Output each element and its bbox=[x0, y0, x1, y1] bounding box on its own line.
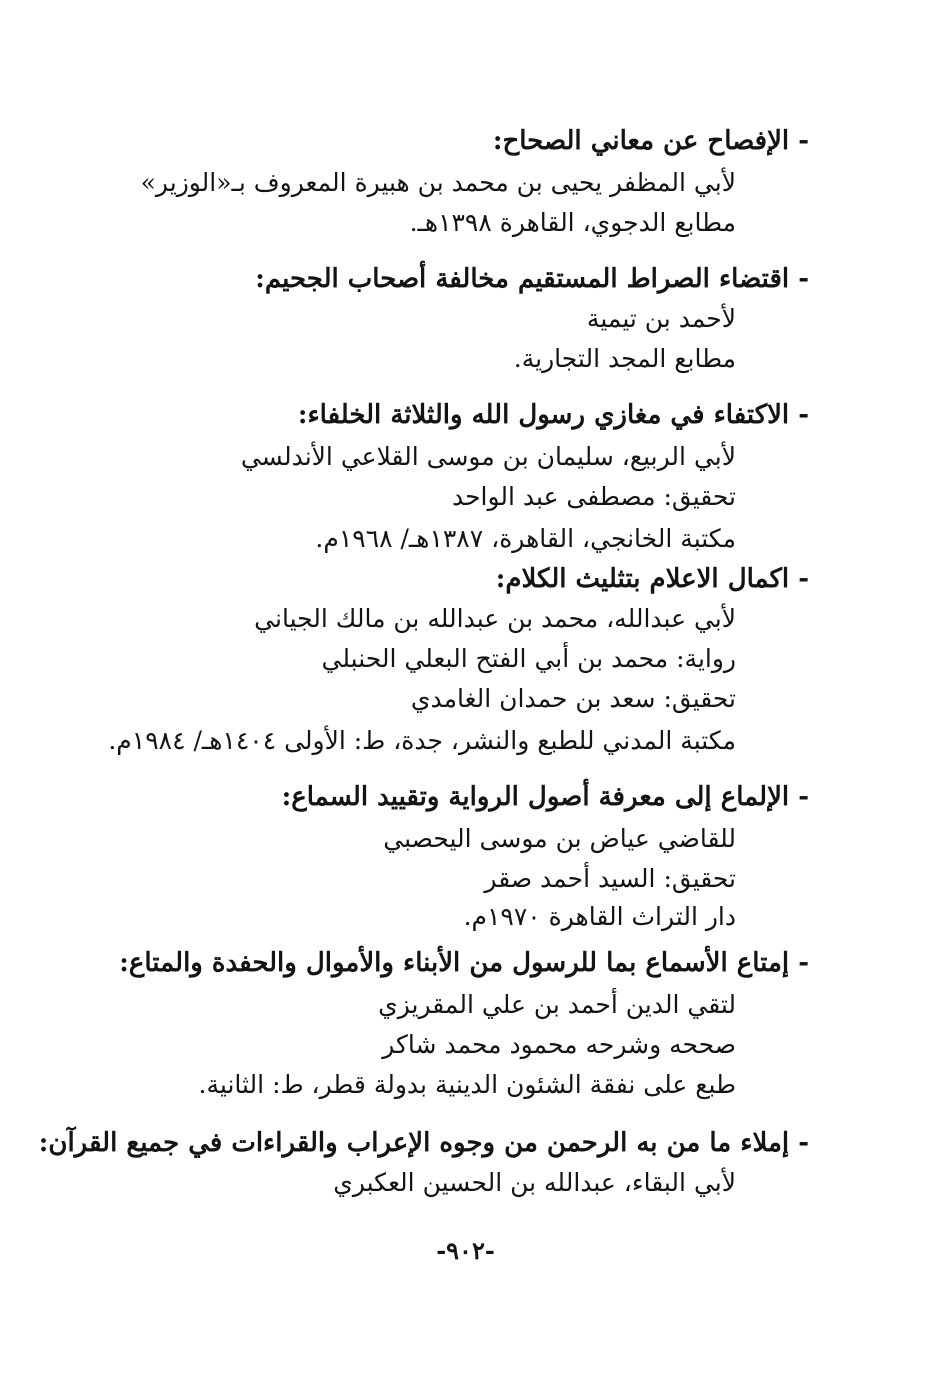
entry-line: تحقيق: السيد أحمد صقر bbox=[484, 864, 736, 893]
entry-title: - إمتاع الأسماع بما للرسول من الأبناء والأموال والحفدة والمتاع: bbox=[119, 948, 809, 978]
entry-title: - الإلماع إلى معرفة أصول الرواية وتقييد السماع: bbox=[281, 782, 809, 812]
entry-title: - الاكتفاء في مغازي رسول الله والثلاثة الخلفاء: bbox=[297, 400, 809, 430]
entry-line: لأبي الربيع، سليمان بن موسى القلاعي الأندلسي bbox=[240, 442, 736, 471]
entry-line: دار التراث القاهرة ١٩٧٠م. bbox=[463, 902, 736, 931]
entry-line: مكتبة الخانجي، القاهرة، ١٣٨٧هـ/ ١٩٦٨م. bbox=[315, 524, 736, 553]
entry-line: صححه وشرحه محمود محمد شاكر bbox=[382, 1030, 736, 1059]
entry-title: - إملاء ما من به الرحمن من وجوه الإعراب والقراءات في جميع القرآن: bbox=[38, 1128, 809, 1158]
entry-title: - الإفصاح عن معاني الصحاح: bbox=[492, 126, 809, 156]
entry-line: لأحمد بن تيمية bbox=[586, 304, 736, 333]
entry-line: تحقيق: مصطفى عبد الواحد bbox=[451, 482, 736, 511]
entry-line: مطابع الدجوي، القاهرة ١٣٩٨هـ. bbox=[409, 208, 736, 237]
entry-line: لأبي المظفر يحيى بن محمد بن هبيرة المعروف بـ«الوزير» bbox=[140, 168, 736, 197]
entry-line: تحقيق: سعد بن حمدان الغامدي bbox=[410, 684, 736, 713]
entry-title: - اكمال الاعلام بتثليث الكلام: bbox=[495, 564, 809, 594]
entry-line: لأبي عبدالله، محمد بن عبدالله بن مالك الجياني bbox=[254, 604, 736, 633]
page-number: -٩٠٢- bbox=[436, 1236, 495, 1265]
entry-line: رواية: محمد بن أبي الفتح البعلي الحنبلي bbox=[321, 644, 736, 673]
entry-line: للقاضي عياض بن موسى اليحصبي bbox=[383, 824, 736, 853]
entry-line: لتقي الدين أحمد بن علي المقريزي bbox=[378, 990, 736, 1019]
entry-title: - اقتضاء الصراط المستقيم مخالفة أصحاب الجحيم: bbox=[255, 264, 809, 294]
entry-line: مكتبة المدني للطبع والنشر، جدة، ط: الأولى ١٤٠٤هـ/ ١٩٨٤م. bbox=[108, 726, 736, 755]
entry-line: مطابع المجد التجارية. bbox=[513, 344, 736, 373]
entry-line: طبع على نفقة الشئون الدينية بدولة قطر، ط: الثانية. bbox=[198, 1070, 736, 1099]
entry-line: لأبي البقاء، عبدالله بن الحسين العكبري bbox=[333, 1168, 736, 1197]
